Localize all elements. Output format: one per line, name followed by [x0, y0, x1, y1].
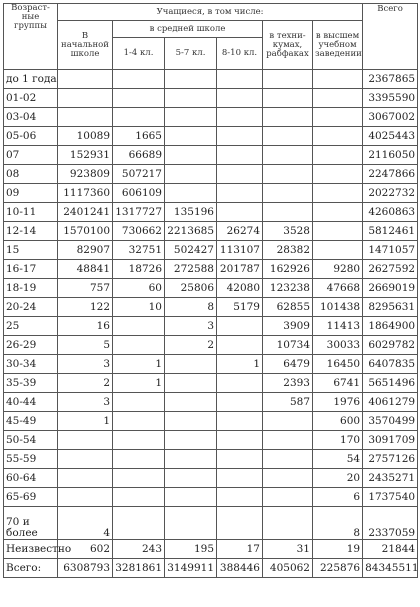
g810-cell: 5179	[217, 298, 263, 317]
higher-cell	[313, 203, 363, 222]
table-row	[4, 203, 418, 222]
higher-cell: 54	[313, 450, 363, 469]
higher-cell: 47668	[313, 279, 363, 298]
table-row	[4, 222, 418, 241]
higher-cell: 20	[313, 469, 363, 488]
g57-cell: 135196	[165, 203, 217, 222]
g14-cell: 606109	[113, 184, 165, 203]
higher-cell	[313, 146, 363, 165]
age-group-cell: 05-06	[4, 127, 58, 146]
g810-cell: 26274	[217, 222, 263, 241]
age-group-cell: до 1 года	[4, 70, 58, 89]
higher-cell: 170	[313, 431, 363, 450]
tech-cell	[263, 431, 313, 450]
header-higher: в высшем учебном заведении	[313, 21, 363, 70]
tech-cell	[263, 146, 313, 165]
g810-cell: 17	[217, 540, 263, 559]
higher-cell	[313, 165, 363, 184]
tech-cell	[263, 203, 313, 222]
table-row	[4, 317, 418, 336]
higher-cell	[313, 184, 363, 203]
tech-cell	[263, 184, 313, 203]
g810-cell: 113107	[217, 241, 263, 260]
table-row	[4, 559, 418, 578]
table-row	[4, 70, 418, 89]
g57-cell	[165, 450, 217, 469]
g810-cell	[217, 108, 263, 127]
g810-cell: 201787	[217, 260, 263, 279]
higher-cell: 1976	[313, 393, 363, 412]
primary-cell: 757	[58, 279, 113, 298]
total-cell: 3067002	[363, 108, 418, 127]
g57-cell	[165, 127, 217, 146]
table-row	[4, 127, 418, 146]
age-group-cell: 60-64	[4, 469, 58, 488]
primary-cell: 923809	[58, 165, 113, 184]
tech-cell	[263, 127, 313, 146]
g14-cell	[113, 507, 165, 540]
primary-cell: 16	[58, 317, 113, 336]
g57-cell	[165, 184, 217, 203]
primary-cell: 2	[58, 374, 113, 393]
g810-cell	[217, 165, 263, 184]
primary-cell	[58, 89, 113, 108]
total-cell: 3395590	[363, 89, 418, 108]
age-group-cell: 35-39	[4, 374, 58, 393]
age-group-cell: 45-49	[4, 412, 58, 431]
total-cell: 6407835	[363, 355, 418, 374]
tech-cell: 10734	[263, 336, 313, 355]
g810-cell	[217, 203, 263, 222]
tech-cell	[263, 450, 313, 469]
total-cell: 2367865	[363, 70, 418, 89]
age-group-cell: 25	[4, 317, 58, 336]
header-primary-school: В начальной школе	[58, 21, 113, 70]
table-row	[4, 355, 418, 374]
total-cell: 6029782	[363, 336, 418, 355]
tech-cell	[263, 165, 313, 184]
table-header	[4, 4, 418, 70]
table-row	[4, 393, 418, 412]
g810-cell	[217, 89, 263, 108]
higher-cell	[313, 108, 363, 127]
g57-cell	[165, 89, 217, 108]
tech-cell	[263, 70, 313, 89]
table-row	[4, 507, 418, 540]
table-row	[4, 146, 418, 165]
g14-cell: 3281861	[113, 559, 165, 578]
g14-cell	[113, 469, 165, 488]
table-row	[4, 260, 418, 279]
primary-cell	[58, 108, 113, 127]
age-group-cell: 40-44	[4, 393, 58, 412]
tech-cell: 6479	[263, 355, 313, 374]
g14-cell	[113, 70, 165, 89]
total-cell: 3570499	[363, 412, 418, 431]
g14-cell	[113, 450, 165, 469]
g14-cell: 243	[113, 540, 165, 559]
g57-cell	[165, 507, 217, 540]
age-group-cell: 15	[4, 241, 58, 260]
g57-cell: 2	[165, 336, 217, 355]
g14-cell	[113, 393, 165, 412]
total-cell: 1471057	[363, 241, 418, 260]
table-row	[4, 469, 418, 488]
header-grades-5-7: 5-7 кл.	[165, 38, 217, 70]
g14-cell	[113, 108, 165, 127]
higher-cell: 6741	[313, 374, 363, 393]
g57-cell	[165, 469, 217, 488]
higher-cell: 225876	[313, 559, 363, 578]
table-row	[4, 374, 418, 393]
table-row	[4, 336, 418, 355]
total-cell: 84345511	[363, 559, 418, 578]
age-group-cell: 08	[4, 165, 58, 184]
primary-cell: 602	[58, 540, 113, 559]
table-row	[4, 488, 418, 507]
higher-cell: 11413	[313, 317, 363, 336]
age-group-cell: 20-24	[4, 298, 58, 317]
header-total: Всего	[363, 4, 418, 70]
g810-cell	[217, 184, 263, 203]
header-secondary-school: в средней школе	[113, 21, 263, 38]
total-cell: 2627592	[363, 260, 418, 279]
primary-cell: 3	[58, 355, 113, 374]
g14-cell: 60	[113, 279, 165, 298]
tech-cell: 587	[263, 393, 313, 412]
age-group-cell: 26-29	[4, 336, 58, 355]
total-cell: 3091709	[363, 431, 418, 450]
census-table	[3, 3, 418, 578]
age-group-cell: 16-17	[4, 260, 58, 279]
table-row	[4, 279, 418, 298]
g14-cell: 18726	[113, 260, 165, 279]
g14-cell: 1	[113, 374, 165, 393]
tech-cell	[263, 469, 313, 488]
g810-cell: 42080	[217, 279, 263, 298]
tech-cell	[263, 507, 313, 540]
total-cell: 21844	[363, 540, 418, 559]
g14-cell: 507217	[113, 165, 165, 184]
higher-cell	[313, 70, 363, 89]
total-cell: 2669019	[363, 279, 418, 298]
primary-cell: 1117360	[58, 184, 113, 203]
g14-cell: 730662	[113, 222, 165, 241]
table-row	[4, 431, 418, 450]
total-cell: 2116050	[363, 146, 418, 165]
tech-cell	[263, 488, 313, 507]
primary-cell	[58, 431, 113, 450]
header-students-incl: Учащиеся, в том числе:	[58, 4, 363, 21]
higher-cell	[313, 241, 363, 260]
age-group-cell: 18-19	[4, 279, 58, 298]
g14-cell	[113, 412, 165, 431]
g57-cell	[165, 355, 217, 374]
age-group-cell: 07	[4, 146, 58, 165]
g14-cell: 1317727	[113, 203, 165, 222]
primary-cell: 82907	[58, 241, 113, 260]
tech-cell	[263, 108, 313, 127]
header-age-groups: Возраст- ные группы	[4, 4, 58, 70]
g57-cell	[165, 431, 217, 450]
higher-cell	[313, 222, 363, 241]
total-cell: 2757126	[363, 450, 418, 469]
tech-cell	[263, 89, 313, 108]
table-row	[4, 241, 418, 260]
g810-cell: 1	[217, 355, 263, 374]
total-cell: 1864900	[363, 317, 418, 336]
tech-cell: 405062	[263, 559, 313, 578]
total-cell: 2435271	[363, 469, 418, 488]
g14-cell: 32751	[113, 241, 165, 260]
tech-cell: 3528	[263, 222, 313, 241]
tech-cell: 3909	[263, 317, 313, 336]
g14-cell: 10	[113, 298, 165, 317]
g57-cell	[165, 146, 217, 165]
primary-cell: 1570100	[58, 222, 113, 241]
g14-cell: 1	[113, 355, 165, 374]
g57-cell: 3	[165, 317, 217, 336]
g810-cell	[217, 70, 263, 89]
age-group-cell: 70 и более	[4, 507, 58, 540]
tech-cell: 28382	[263, 241, 313, 260]
age-group-cell: 50-54	[4, 431, 58, 450]
table-row	[4, 89, 418, 108]
primary-cell: 2401241	[58, 203, 113, 222]
primary-cell: 3	[58, 393, 113, 412]
g57-cell	[165, 165, 217, 184]
higher-cell: 16450	[313, 355, 363, 374]
total-cell: 2022732	[363, 184, 418, 203]
g810-cell	[217, 146, 263, 165]
primary-cell: 10089	[58, 127, 113, 146]
age-group-cell: 09	[4, 184, 58, 203]
higher-cell: 6	[313, 488, 363, 507]
g14-cell: 66689	[113, 146, 165, 165]
age-group-cell: 55-59	[4, 450, 58, 469]
table-row	[4, 412, 418, 431]
g57-cell: 3149911	[165, 559, 217, 578]
total-cell: 4061279	[363, 393, 418, 412]
tech-cell: 2393	[263, 374, 313, 393]
g810-cell	[217, 488, 263, 507]
higher-cell: 9280	[313, 260, 363, 279]
higher-cell: 30033	[313, 336, 363, 355]
age-group-cell: 10-11	[4, 203, 58, 222]
total-cell: 8295631	[363, 298, 418, 317]
total-cell: 4260863	[363, 203, 418, 222]
header-grades-8-10: 8-10 кл.	[217, 38, 263, 70]
total-cell: 5812461	[363, 222, 418, 241]
table-row	[4, 298, 418, 317]
g57-cell: 502427	[165, 241, 217, 260]
header-grades-1-4: 1-4 кл.	[113, 38, 165, 70]
g14-cell	[113, 89, 165, 108]
age-group-cell: Всего:	[4, 559, 58, 578]
tech-cell: 123238	[263, 279, 313, 298]
higher-cell: 19	[313, 540, 363, 559]
table-row	[4, 108, 418, 127]
tech-cell: 162926	[263, 260, 313, 279]
age-group-cell: 30-34	[4, 355, 58, 374]
table-body	[4, 70, 418, 578]
age-group-cell: 65-69	[4, 488, 58, 507]
higher-cell: 600	[313, 412, 363, 431]
total-cell: 2337059	[363, 507, 418, 540]
total-cell: 2247866	[363, 165, 418, 184]
g810-cell: 388446	[217, 559, 263, 578]
higher-cell: 8	[313, 507, 363, 540]
age-group-cell: 12-14	[4, 222, 58, 241]
g810-cell	[217, 317, 263, 336]
table-row	[4, 184, 418, 203]
g810-cell	[217, 412, 263, 431]
higher-cell	[313, 89, 363, 108]
primary-cell: 1	[58, 412, 113, 431]
g57-cell	[165, 374, 217, 393]
g14-cell: 1665	[113, 127, 165, 146]
g810-cell	[217, 374, 263, 393]
g57-cell	[165, 108, 217, 127]
total-cell: 1737540	[363, 488, 418, 507]
primary-cell: 48841	[58, 260, 113, 279]
g57-cell: 195	[165, 540, 217, 559]
primary-cell: 6308793	[58, 559, 113, 578]
total-cell: 5651496	[363, 374, 418, 393]
g810-cell	[217, 431, 263, 450]
g57-cell: 2213685	[165, 222, 217, 241]
age-group-cell: 03-04	[4, 108, 58, 127]
g57-cell	[165, 70, 217, 89]
higher-cell	[313, 127, 363, 146]
g57-cell	[165, 488, 217, 507]
g810-cell	[217, 469, 263, 488]
g14-cell	[113, 317, 165, 336]
primary-cell	[58, 469, 113, 488]
g810-cell	[217, 127, 263, 146]
g810-cell	[217, 507, 263, 540]
g810-cell	[217, 450, 263, 469]
tech-cell: 31	[263, 540, 313, 559]
g57-cell: 25806	[165, 279, 217, 298]
primary-cell	[58, 70, 113, 89]
tech-cell	[263, 412, 313, 431]
g810-cell	[217, 336, 263, 355]
primary-cell: 122	[58, 298, 113, 317]
age-group-cell: 01-02	[4, 89, 58, 108]
primary-cell: 5	[58, 336, 113, 355]
header-technical: в техни-кумах, рабфаках	[263, 21, 313, 70]
g57-cell: 272588	[165, 260, 217, 279]
primary-cell: 152931	[58, 146, 113, 165]
g57-cell	[165, 393, 217, 412]
g57-cell	[165, 412, 217, 431]
g14-cell	[113, 488, 165, 507]
table-row	[4, 450, 418, 469]
table-row	[4, 540, 418, 559]
total-cell: 4025443	[363, 127, 418, 146]
g14-cell	[113, 336, 165, 355]
tech-cell: 62855	[263, 298, 313, 317]
g57-cell: 8	[165, 298, 217, 317]
primary-cell: 4	[58, 507, 113, 540]
table-row	[4, 165, 418, 184]
g810-cell	[217, 393, 263, 412]
primary-cell	[58, 450, 113, 469]
g14-cell	[113, 431, 165, 450]
primary-cell	[58, 488, 113, 507]
higher-cell: 101438	[313, 298, 363, 317]
age-group-cell: Неизвестно	[4, 540, 58, 559]
